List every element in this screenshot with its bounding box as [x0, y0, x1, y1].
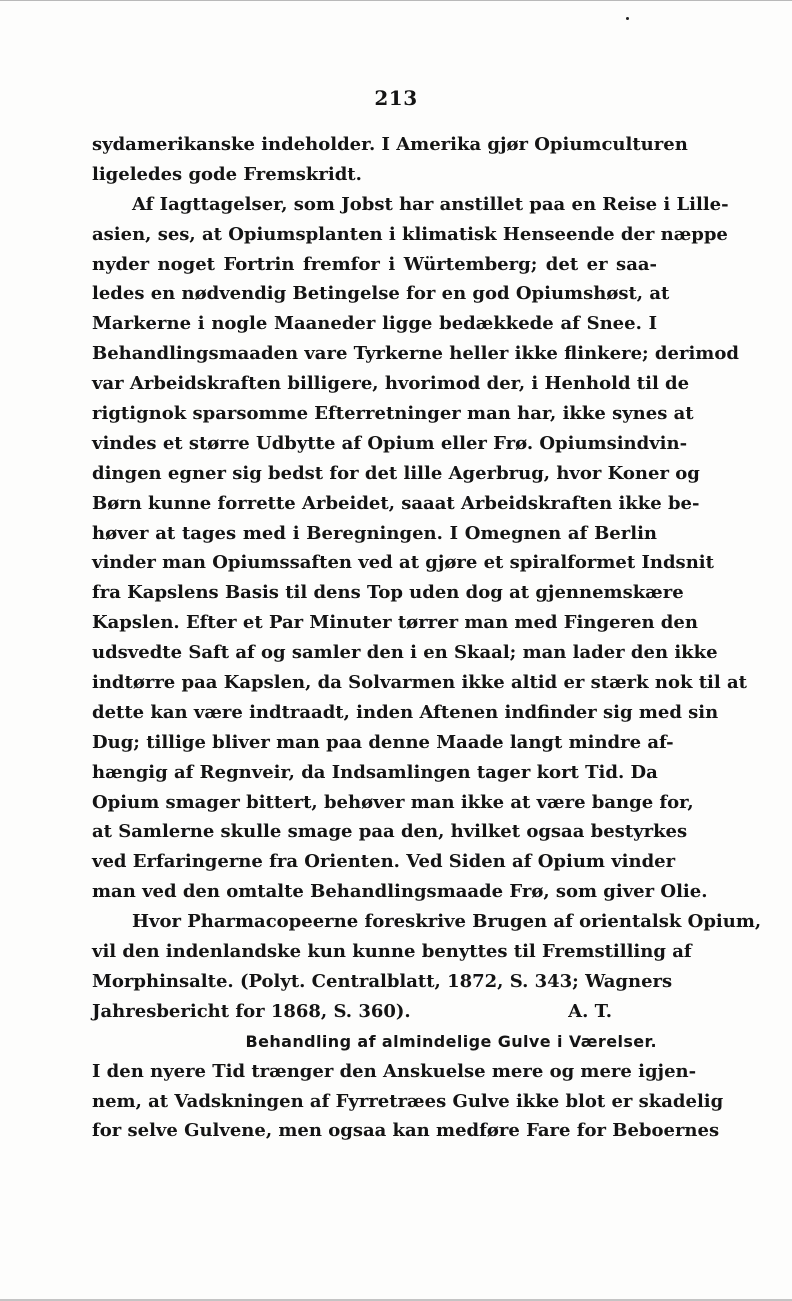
text-line: udsvedte Saft af og samler den i en Skaal; man lader den ikke	[92, 642, 718, 664]
text-line: Morphinsalte. (Polyt. Centralblatt, 1872, S. 343; Wagners	[92, 970, 673, 992]
section-heading: Behandling af almindelige Gulve i Værelser.	[245, 1031, 657, 1051]
body-text	[92, 130, 762, 1146]
text-line: ligeledes gode Fremskridt.	[92, 163, 362, 185]
text-line: vindes et større Udbytte af Opium eller Frø. Opiumsindvin-	[92, 432, 688, 454]
text-line: indtørre paa Kapslen, da Solvarmen ikke altid er stærk nok til at	[92, 672, 747, 694]
text-line: ved Erfaringerne fra Orienten. Ved Siden af Opium vinder	[92, 851, 676, 873]
text-line: dette kan være indtraadt, inden Aftenen indfinder sig med sin	[92, 701, 719, 723]
text-line: Behandlingsmaaden vare Tyrkerne heller ikke flinkere; derimod	[92, 343, 739, 365]
text-line: Markerne i nogle Maaneder ligge bedækkede af Snee. I	[92, 313, 657, 335]
text-line: at Samlerne skulle smage paa den, hvilket ogsaa bestyrkes	[92, 821, 688, 843]
text-line: dingen egner sig bedst for det lille Agerbrug, hvor Koner og	[92, 462, 700, 484]
text-line: for selve Gulvene, men ogsaa kan medføre Fare for Beboernes	[92, 1120, 720, 1142]
text-line: Børn kunne forrette Arbeidet, saaat Arbeidskraften ikke be-	[92, 492, 700, 514]
text-line: vil den indenlandske kun kunne benyttes til Fremstilling af	[92, 941, 692, 963]
text-line: asien, ses, at Opiumsplanten i klimatisk Henseende der næppe	[92, 223, 728, 245]
ink-speck	[626, 17, 629, 20]
page-number: 213	[374, 86, 418, 110]
author-signature: A. T.	[568, 1000, 612, 1022]
text-line: sydamerikanske indeholder. I Amerika gjør Opiumculturen	[92, 134, 688, 155]
text-line: nyder noget Fortrin fremfor i Würtemberg; det er saa-	[92, 253, 657, 275]
text-line: Hvor Pharmacopeerne foreskrive Brugen af orientalsk Opium,	[132, 911, 762, 933]
text-line: rigtignok sparsomme Efterretninger man har, ikke synes at	[92, 403, 694, 425]
text-line: ledes en nødvendig Betingelse for en god Opiumshøst, at	[92, 283, 670, 305]
text-line: Af Iagttagelser, som Jobst har anstillet paa en Reise i Lille-	[132, 193, 729, 215]
text-line: vinder man Opiumssaften ved at gjøre et spiralformet Indsnit	[92, 552, 714, 574]
text-line: høver at tages med i Beregningen. I Omegnen af Berlin	[92, 522, 657, 544]
text-line: I den nyere Tid trænger den Anskuelse mere og mere igjen-	[92, 1060, 697, 1082]
text-line-with-signature	[92, 997, 657, 1027]
text-line: man ved den omtalte Behandlingsmaade Frø, som giver Olie.	[92, 881, 708, 903]
page-top-edge	[0, 0, 792, 1]
text-line: Kapslen. Efter et Par Minuter tørrer man med Fingeren den	[92, 612, 698, 634]
text-line: Jahresbericht for 1868, S. 360).	[92, 1000, 411, 1022]
text-line: fra Kapslens Basis til dens Top uden dog at gjennemskære	[92, 582, 684, 604]
text-line: Dug; tillige bliver man paa denne Maade langt mindre af-	[92, 731, 674, 753]
text-line: nem, at Vadskningen af Fyrretræes Gulve ikke blot er skadelig	[92, 1090, 724, 1112]
text-line: Opium smager bittert, behøver man ikke at være bange for,	[92, 791, 694, 813]
text-line: hængig af Regnveir, da Indsamlingen tager kort Tid. Da	[92, 761, 658, 783]
text-line: var Arbeidskraften billigere, hvorimod der, i Henhold til de	[92, 373, 690, 395]
